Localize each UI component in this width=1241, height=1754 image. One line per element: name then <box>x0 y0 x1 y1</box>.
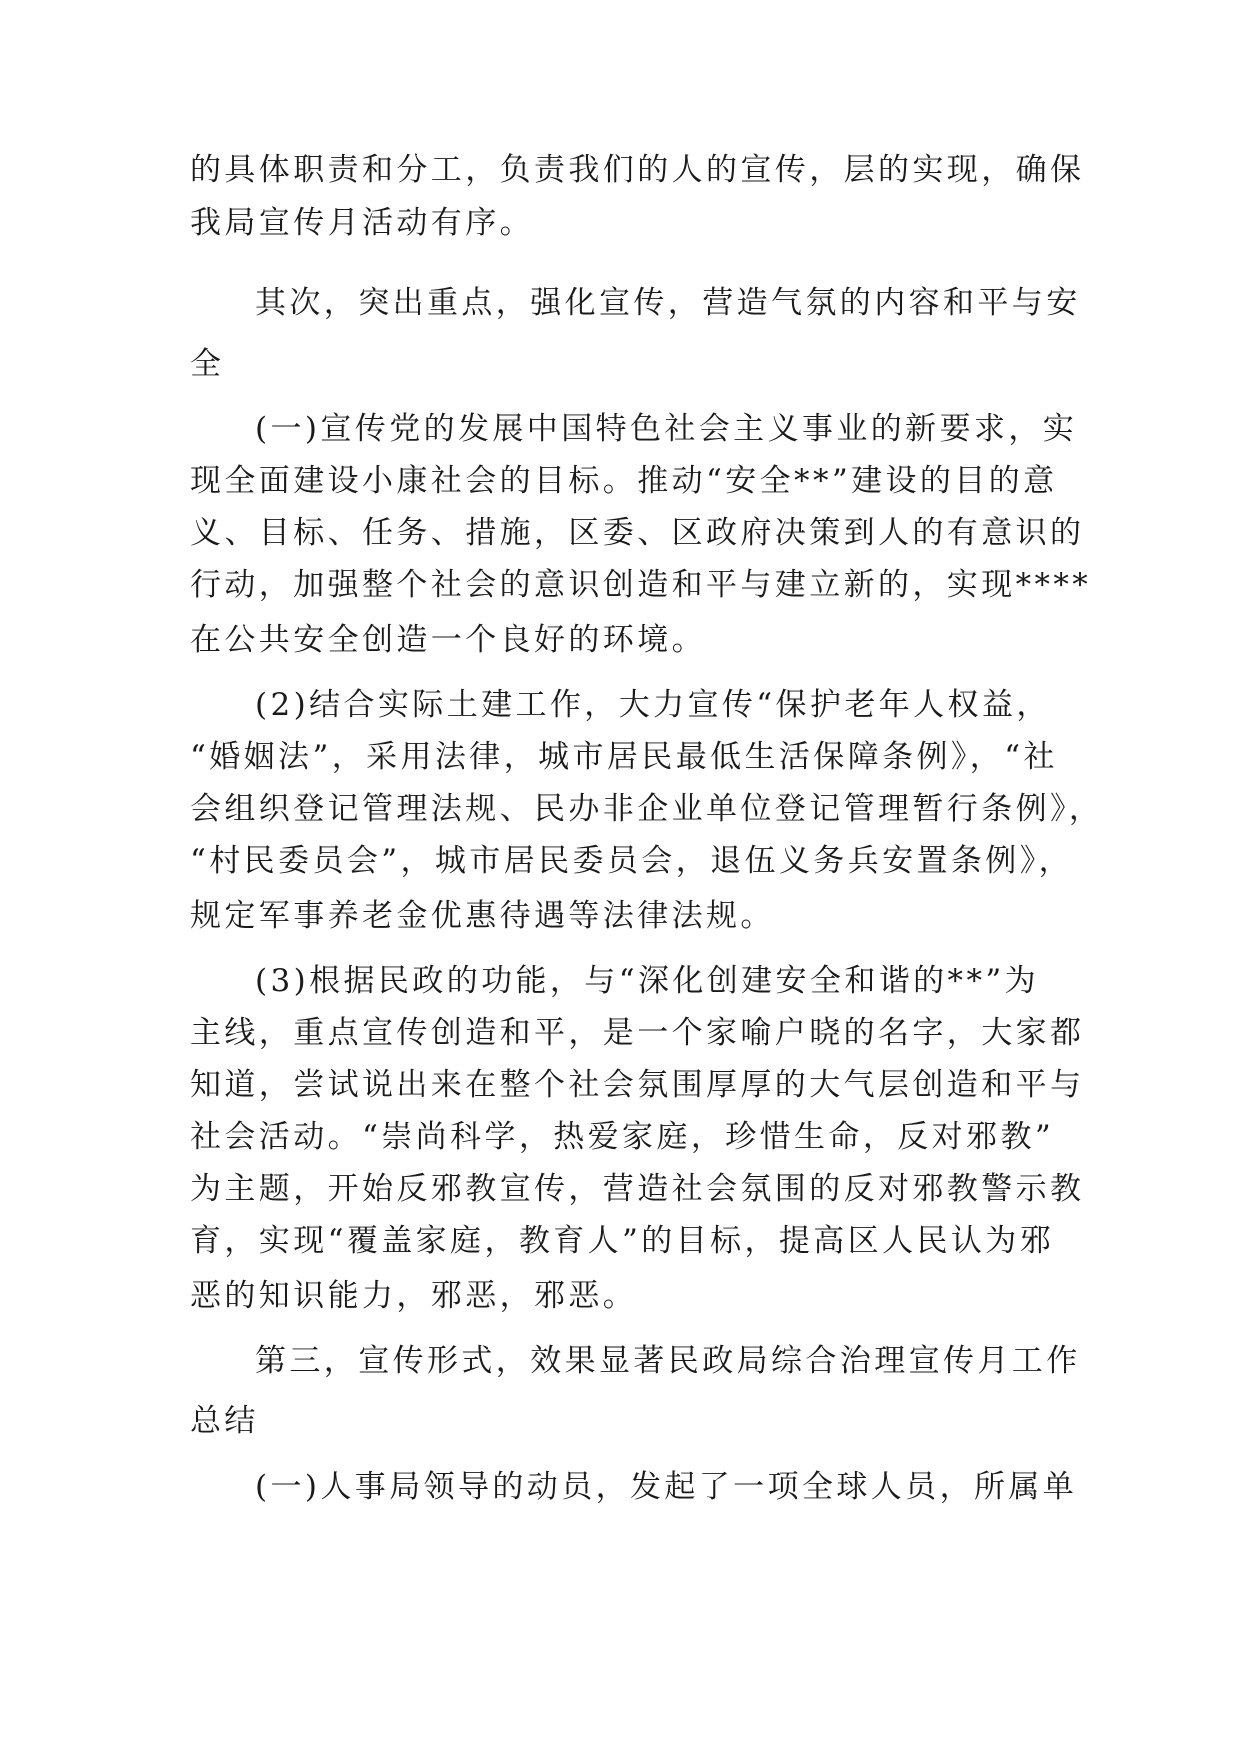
text-line: 为主题，开始反邪教宣传，营造社会氛围的反对邪教警示教 <box>190 1171 1085 1207</box>
paragraph-start: (一)宣传党的发展中国特色社会主义事业的新要求，实 <box>255 411 1078 447</box>
text-line: “婚姻法”，采用法律，城市居民最低生活保障条例》，“社 <box>190 739 1058 775</box>
text-line: “村民委员会”，城市居民委员会，退伍义务兵安置条例》， <box>190 843 1073 879</box>
text-line: 规定军事养老金优惠待遇等法律法规。 <box>190 898 775 934</box>
text-line: 会组织登记管理法规、民办非企业单位登记管理暂行条例》， <box>190 791 1104 827</box>
text-line: 育，实现“覆盖家庭，教育人”的目标，提高区人民认为邪 <box>190 1223 1055 1259</box>
text-line: 我局宣传月活动有序。 <box>190 205 534 241</box>
text-line: 恶的知识能力，邪恶，邪恶。 <box>190 1278 638 1314</box>
text-line: 的具体职责和分工，负责我们的人的宣传，层的实现，确保 <box>190 152 1085 188</box>
text-line: 现全面建设小康社会的目标。推动“安全**”建设的目的意 <box>190 463 1058 499</box>
text-line: 知道，尝试说出来在整个社会氛围厚厚的大气层创造和平与 <box>190 1067 1085 1103</box>
text-line: 总结 <box>190 1403 259 1439</box>
paragraph-start: (2)结合实际土建工作，大力宣传“保护老年人权益， <box>255 687 1051 723</box>
paragraph-heading: 其次，突出重点，强化宣传，营造气氛的内容和平与安 <box>255 285 1081 321</box>
text-line: 义、目标、任务、措施，区委、区政府决策到人的有意识的 <box>190 515 1085 551</box>
text-line: 行动，加强整个社会的意识创造和平与建立新的，实现**** <box>190 567 1092 603</box>
text-line: 主线，重点宣传创造和平，是一个家喻户晓的名字，大家都 <box>190 1015 1085 1051</box>
paragraph-heading: 第三，宣传形式，效果显著民政局综合治理宣传月工作 <box>255 1343 1081 1379</box>
text-line: 全 <box>190 346 225 382</box>
paragraph-start: (一)人事局领导的动员，发起了一项全球人员，所属单 <box>255 1469 1078 1505</box>
text-line: 社会活动。“崇尚科学，热爱家庭，珍惜生命，反对邪教” <box>190 1119 1055 1155</box>
text-line: 在公共安全创造一个良好的环境。 <box>190 622 706 658</box>
paragraph-start: (3)根据民政的功能，与“深化创建安全和谐的**”为 <box>255 963 1040 999</box>
